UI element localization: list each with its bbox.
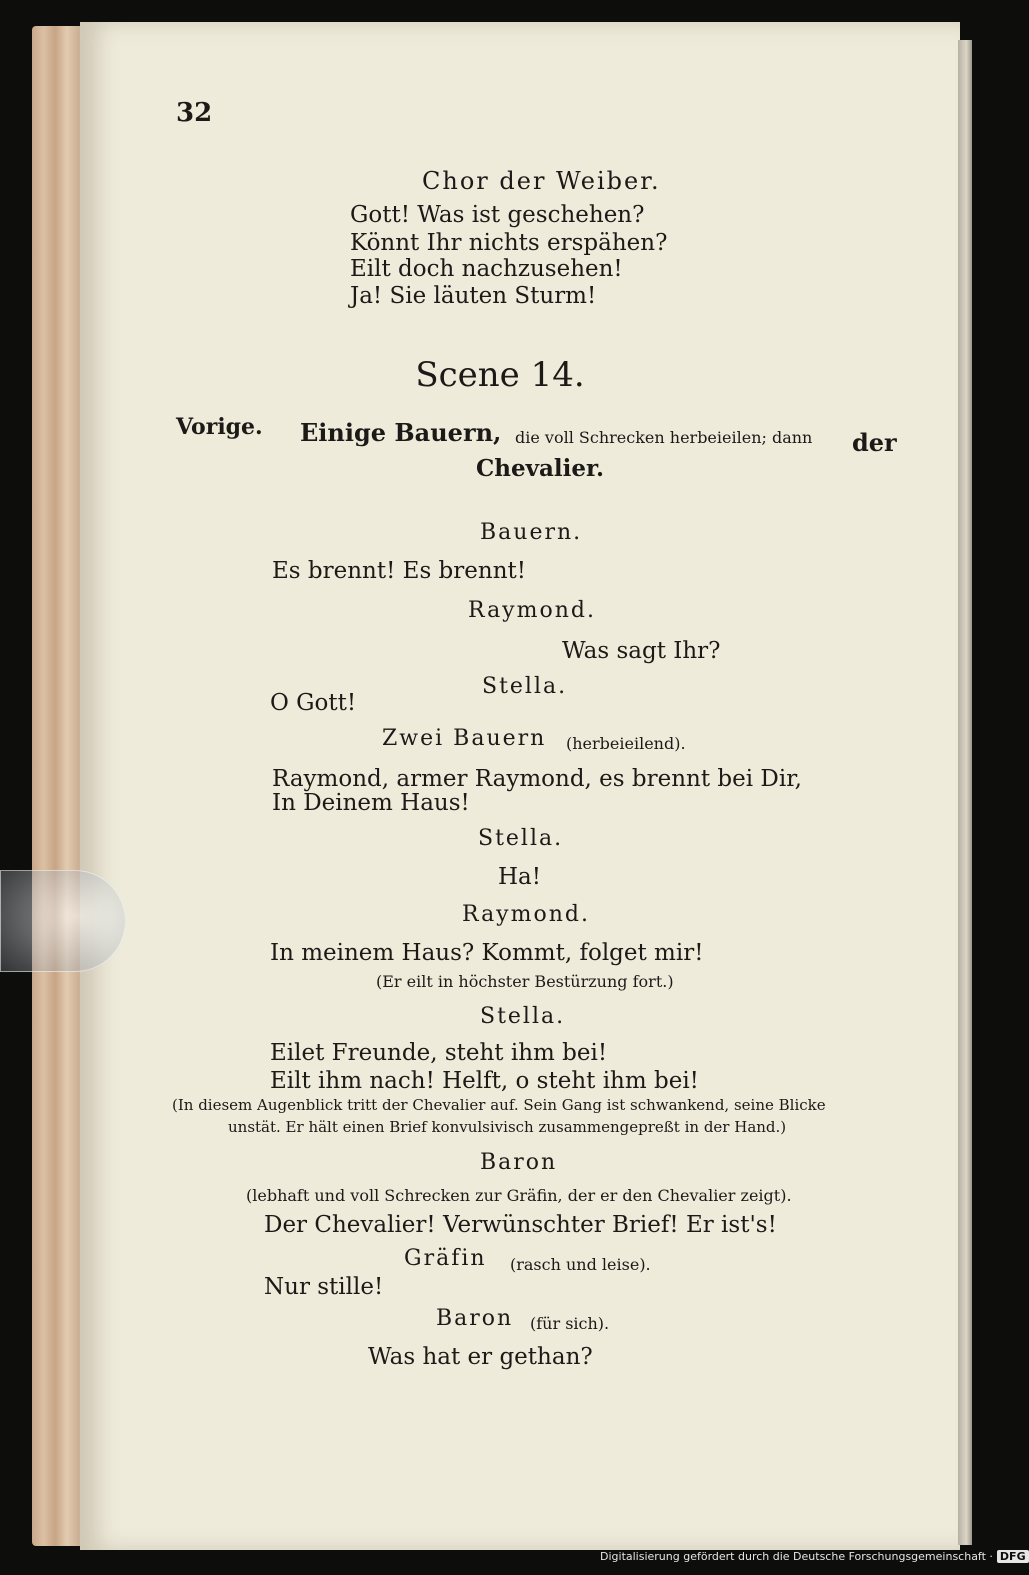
- speaker-bauern: Bauern.: [480, 520, 583, 545]
- speaker-stella: Stella.: [482, 674, 568, 699]
- stage-direction: (Er eilt in höchster Bestürzung fort.): [376, 972, 674, 991]
- dfg-logo: DFG: [997, 1550, 1029, 1563]
- dialogue-line: Eilt ihm nach! Helft, o steht ihm bei!: [270, 1068, 699, 1094]
- speaker-raymond: Raymond.: [462, 902, 590, 927]
- chorus-line: Gott! Was ist geschehen?: [350, 202, 645, 228]
- speaker-stella: Stella.: [478, 826, 564, 851]
- speaker-stella: Stella.: [480, 1004, 566, 1029]
- stage-direction: (rasch und leise).: [510, 1255, 651, 1274]
- speaker-raymond: Raymond.: [468, 598, 596, 623]
- stage-direction: (für sich).: [530, 1314, 610, 1333]
- dialogue-line: O Gott!: [270, 690, 357, 716]
- speaker-baron: Baron: [436, 1306, 514, 1331]
- chorus-heading: Chor der Weiber.: [422, 167, 661, 195]
- dialogue-line: Was hat er gethan?: [368, 1344, 593, 1370]
- cast-description: die voll Schrecken herbeieilen; dann: [515, 428, 813, 447]
- footer-text: Digitalisierung gefördert durch die Deutsche Forschungsgemeinschaft ·: [600, 1550, 993, 1563]
- speaker-baron: Baron: [480, 1150, 558, 1175]
- stage-direction: (In diesem Augenblick tritt der Chevalier auf. Sein Gang ist schwankend, seine Blicke: [172, 1096, 826, 1114]
- dialogue-line: In meinem Haus? Kommt, folget mir!: [270, 940, 704, 966]
- speaker-zwei-bauern: Zwei Bauern: [382, 726, 547, 751]
- chorus-line: Eilt doch nachzusehen!: [350, 256, 623, 282]
- stage-direction: unstät. Er hält einen Brief konvulsivisch zusammengepreßt in der Hand.): [228, 1118, 787, 1136]
- chorus-line: Ja! Sie läuten Sturm!: [350, 283, 597, 309]
- thumb-holder: [0, 870, 126, 972]
- dialogue-line: In Deinem Haus!: [272, 790, 470, 816]
- funding-footer: [600, 1550, 1029, 1563]
- cast-der: der: [852, 428, 897, 457]
- dialogue-line: Raymond, armer Raymond, es brennt bei Dir,: [272, 766, 802, 792]
- cast-vorige: Vorige.: [176, 414, 263, 440]
- chorus-line: Könnt Ihr nichts erspähen?: [350, 230, 668, 256]
- speaker-graefin: Gräfin: [404, 1246, 487, 1271]
- stage-direction: (lebhaft und voll Schrecken zur Gräfin, der er den Chevalier zeigt).: [246, 1186, 792, 1205]
- cast-bauern: Einige Bauern,: [300, 418, 502, 447]
- dialogue-line: Eilet Freunde, steht ihm bei!: [270, 1040, 608, 1066]
- page-number: 32: [176, 98, 213, 128]
- book-right-edge: [958, 40, 972, 1545]
- stage-direction: (herbeieilend).: [566, 734, 686, 753]
- cast-chevalier: Chevalier.: [476, 455, 605, 482]
- dialogue-line: Der Chevalier! Verwünschter Brief! Er ist's!: [264, 1212, 777, 1238]
- dialogue-line: Was sagt Ihr?: [562, 638, 721, 664]
- scene-title: Scene 14.: [415, 355, 585, 395]
- dialogue-line: Es brennt! Es brennt!: [272, 558, 526, 584]
- dialogue-line: Nur stille!: [264, 1274, 384, 1300]
- dialogue-line: Ha!: [498, 864, 542, 890]
